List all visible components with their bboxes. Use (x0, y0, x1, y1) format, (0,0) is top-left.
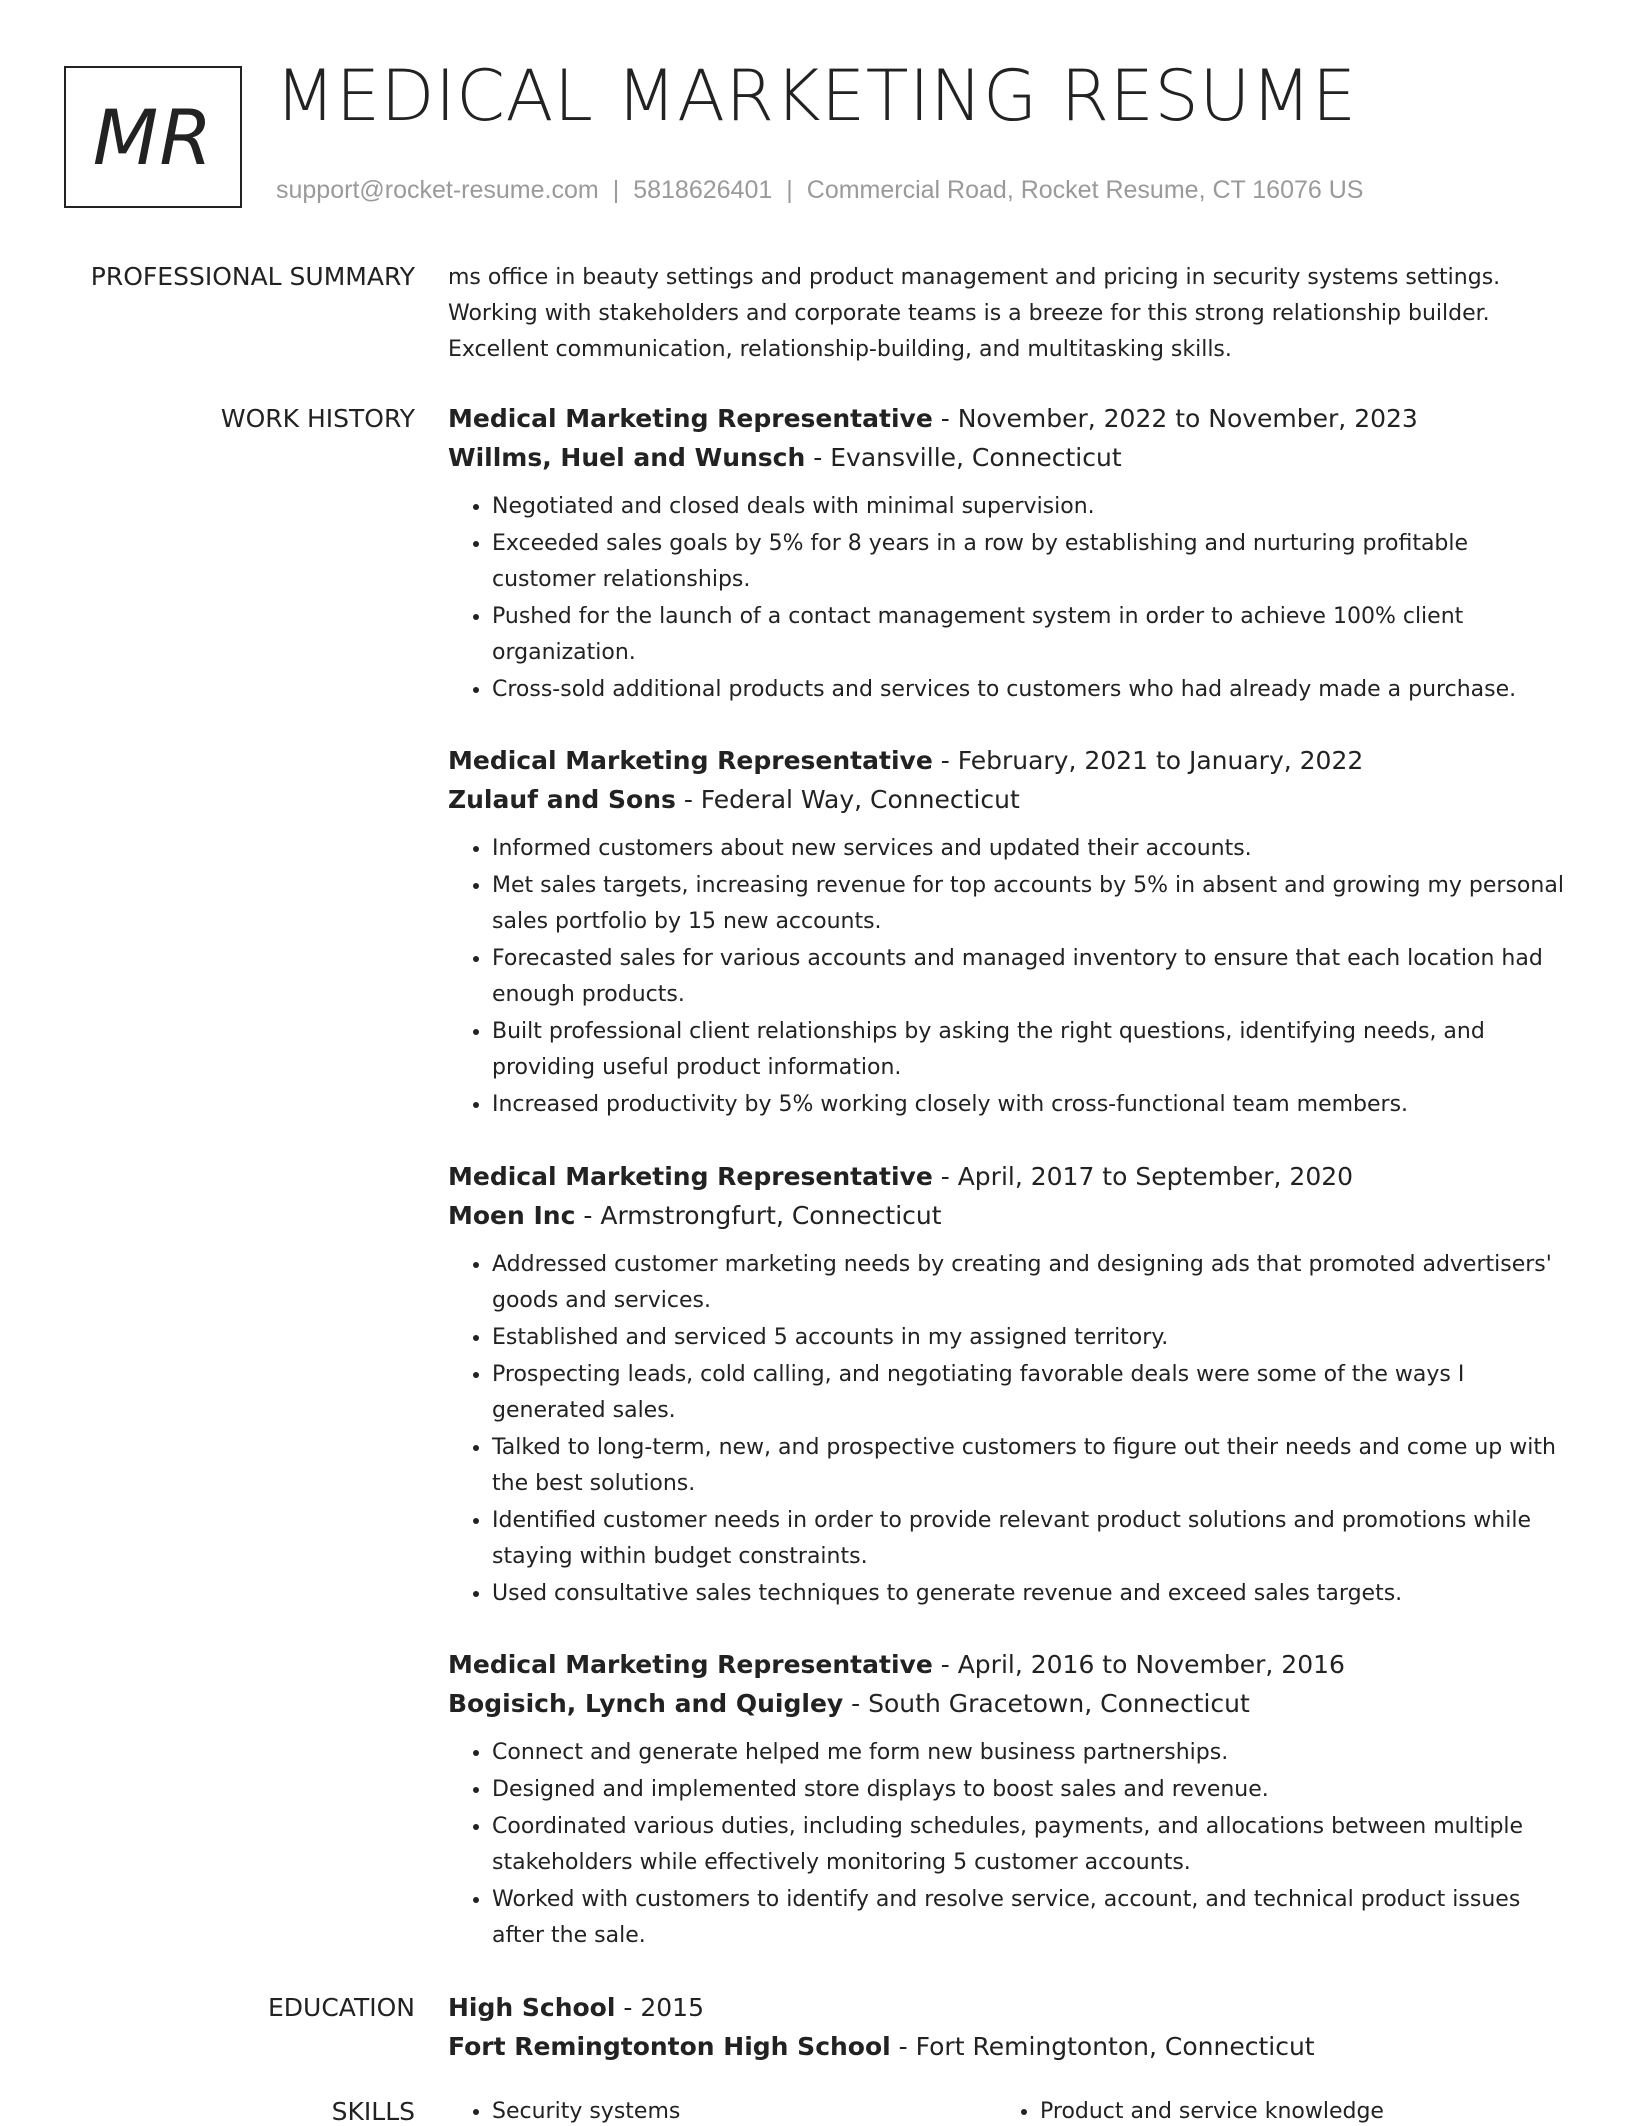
job-title: Medical Marketing Representative (448, 1650, 933, 1679)
section-label-skills: SKILLS (331, 2097, 415, 2126)
education-entry (448, 1988, 1578, 2066)
contact-phone[interactable]: 5818626401 (633, 176, 773, 204)
job-bullet: • Pushed for the launch of a contact management system in order to achieve 100% client organization. (492, 599, 1578, 671)
section-label-work-history: WORK HISTORY (220, 404, 415, 433)
contact-email[interactable]: support@rocket-resume.com (276, 176, 599, 204)
section-label-summary: PROFESSIONAL SUMMARY (90, 262, 415, 291)
education-location: - Fort Remingtonton, Connecticut (890, 2032, 1315, 2061)
job-bullet: • Worked with customers to identify and resolve service, account, and technical product issues after the sale. (492, 1882, 1578, 1954)
job-bullet: • Established and serviced 5 accounts in my assigned territory. (492, 1320, 1578, 1356)
job-company: Moen Inc (448, 1201, 576, 1230)
skill-item: • Security systems (492, 2099, 968, 2124)
job-bullets (448, 831, 1578, 1123)
job-bullets (448, 1247, 1578, 1612)
job-bullet: • Built professional client relationships by asking the right questions, identifying needs, and providing useful product information. (492, 1014, 1578, 1086)
job-title-line (448, 1645, 1578, 1684)
contact-separator: | (612, 176, 620, 204)
job-title-line (448, 1157, 1578, 1196)
monogram-box (64, 66, 242, 208)
job-company: Bogisich, Lynch and Quigley (448, 1689, 844, 1718)
job-title-line (448, 399, 1578, 438)
job-bullet: • Designed and implemented store displays to boost sales and revenue. (492, 1772, 1578, 1808)
summary-line: ms office in beauty settings and product management and pricing in security systems settings. (448, 265, 1501, 290)
summary-line: Excellent communication, relationship-building, and multitasking skills. (448, 337, 1232, 362)
job-bullets (448, 489, 1578, 708)
skill-item: • Product and service knowledge (1040, 2099, 1516, 2124)
job-location: - Armstrongfurt, Connecticut (575, 1201, 942, 1230)
job-title: Medical Marketing Representative (448, 1162, 933, 1191)
job-company-line (448, 1684, 1578, 1723)
education-school-line (448, 2027, 1578, 2066)
job-entry-1 (448, 399, 1578, 709)
job-bullet: • Connect and generate helped me form new business partnerships. (492, 1735, 1578, 1771)
job-title: Medical Marketing Representative (448, 746, 933, 775)
resume-title: MEDICAL MARKETING RESUME (275, 55, 1357, 137)
job-company-line (448, 1196, 1578, 1235)
job-bullet: • Forecasted sales for various accounts and managed inventory to ensure that each location had enough products. (492, 941, 1578, 1013)
job-bullet: • Exceeded sales goals by 5% for 8 years in a row by establishing and nurturing profitable customer relationships. (492, 526, 1578, 598)
job-company: Zulauf and Sons (448, 785, 676, 814)
job-bullet: • Met sales targets, increasing revenue for top accounts by 5% in absent and growing my personal sales portfolio by 15 new accounts. (492, 868, 1578, 940)
job-location: - Federal Way, Connecticut (675, 785, 1020, 814)
job-location: - Evansville, Connecticut (805, 443, 1122, 472)
job-bullet: • Increased productivity by 5% working closely with cross-functional team members. (492, 1087, 1578, 1123)
job-entry-4 (448, 1645, 1578, 1955)
education-school: Fort Remingtonton High School (448, 2032, 891, 2061)
job-bullet: • Cross-sold additional products and services to customers who had already made a purchase. (492, 672, 1578, 708)
section-label-education: EDUCATION (268, 1993, 415, 2022)
education-degree: High School (448, 1993, 616, 2022)
job-dates: - November, 2022 to November, 2023 (932, 404, 1418, 433)
job-bullet: • Addressed customer marketing needs by creating and designing ads that promoted advertisers' goods and services. (492, 1247, 1578, 1319)
monogram-initials: MR (92, 92, 214, 182)
contact-address: Commercial Road, Rocket Resume, CT 16076 US (806, 176, 1364, 204)
education-degree-line (448, 1988, 1578, 2027)
job-bullet: • Negotiated and closed deals with minimal supervision. (492, 489, 1578, 525)
summary-text (448, 260, 1578, 368)
job-location: - South Gracetown, Connecticut (843, 1689, 1250, 1718)
job-title: Medical Marketing Representative (448, 404, 933, 433)
job-entry-2 (448, 741, 1578, 1124)
contact-line (276, 176, 1363, 205)
education-year: - 2015 (615, 1993, 704, 2022)
job-bullet: • Talked to long-term, new, and prospective customers to figure out their needs and come up with the best solutions. (492, 1430, 1578, 1502)
job-bullet: • Identified customer needs in order to provide relevant product solutions and promotions while staying within budget constraints. (492, 1503, 1578, 1575)
job-bullet: • Informed customers about new services and updated their accounts. (492, 831, 1578, 867)
job-bullets (448, 1735, 1578, 1954)
job-bullet: • Used consultative sales techniques to generate revenue and exceed sales targets. (492, 1576, 1578, 1612)
job-dates: - April, 2017 to September, 2020 (932, 1162, 1354, 1191)
job-title-line (448, 741, 1578, 780)
job-bullet: • Prospecting leads, cold calling, and negotiating favorable deals were some of the ways I generated sales. (492, 1357, 1578, 1429)
job-company-line (448, 438, 1578, 477)
job-entry-3 (448, 1157, 1578, 1613)
contact-separator: | (786, 176, 793, 204)
job-dates: - April, 2016 to November, 2016 (932, 1650, 1345, 1679)
job-company-line (448, 780, 1578, 819)
job-bullet: • Coordinated various duties, including schedules, payments, and allocations between multiple stakeholders while effectively monitoring 5 customer accounts. (492, 1809, 1578, 1881)
job-dates: - February, 2021 to January, 2022 (932, 746, 1364, 775)
job-company: Willms, Huel and Wunsch (448, 443, 806, 472)
summary-line: Working with stakeholders and corporate teams is a breeze for this strong relationship builder. (448, 301, 1490, 326)
